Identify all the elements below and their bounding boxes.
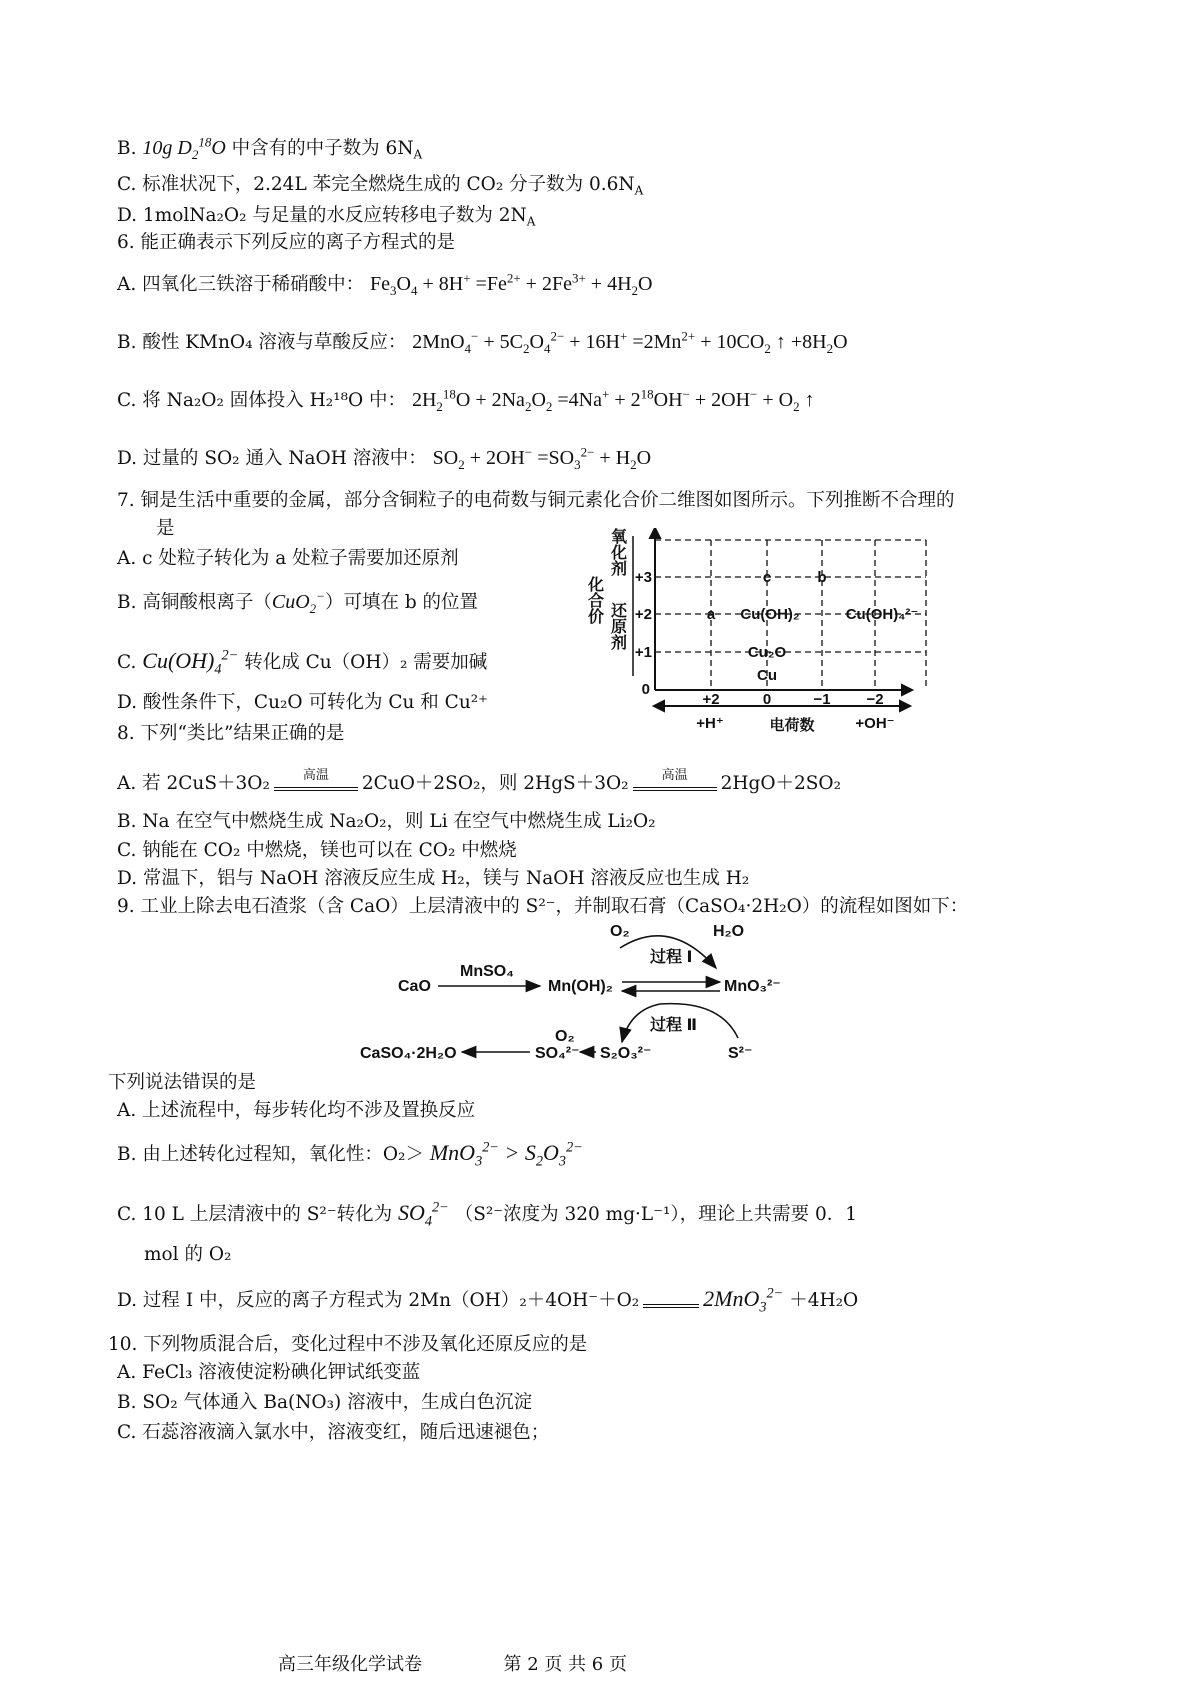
- flow-diagram: [360, 918, 830, 1070]
- x-tick-label: 0: [762, 691, 772, 708]
- flow-cao: CaO: [398, 978, 431, 995]
- option-text: A. 四氧化三铁溶于稀硝酸中：: [117, 274, 365, 295]
- option-text: D. 1molNa₂O₂ 与足量的水反应转移电子数为 2N: [117, 205, 527, 226]
- q7-option-c: [117, 647, 488, 678]
- option-text: 2HgO＋2SO₂: [720, 773, 842, 794]
- x-left-label: +H⁺: [696, 715, 724, 732]
- option-text: 中含有的中子数为 6N: [231, 138, 414, 159]
- option-text: C. 将 Na₂O₂ 固体投入 H₂¹⁸O 中：: [117, 390, 407, 411]
- q6-option-a: [117, 272, 652, 296]
- point-cu: Cu: [757, 667, 777, 684]
- charge-arrow-left: [654, 701, 664, 711]
- option-text: C. 10 L 上层清液中的 S²⁻转化为: [117, 1204, 393, 1225]
- condition-label: 高温: [302, 768, 329, 783]
- q9-stem: 9. 工业上除去电石渣浆（含 CaO）上层清液中的 S²⁻，并制取石膏（CaSO₄·2H₂O）的流程如图如下：: [117, 896, 969, 917]
- x-tick-label: −1: [813, 691, 831, 708]
- q7-option-a: A. c 处粒子转化为 a 处粒子需要加还原剂: [117, 548, 459, 569]
- option-label: B.: [117, 138, 137, 159]
- oxidant-label: 氧化剂: [608, 528, 626, 576]
- charge-arrow-right: [900, 701, 910, 711]
- q8-option-c: C. 钠能在 CO₂ 中燃烧，镁也可以在 CO₂ 中燃烧: [117, 840, 517, 861]
- y-tick-label: +3: [634, 569, 652, 586]
- formula-mno3-s2o3: $MnO_3^{2-} > S_2O_3^{2-}$: [429, 1139, 583, 1170]
- point-a: a: [706, 606, 716, 623]
- condition-high-temp: [272, 768, 360, 796]
- q10-stem: 10. 下列物质混合后，变化过程中不涉及氧化还原反应的是: [108, 1334, 588, 1355]
- q8-stem: 8. 下列“类比”结果正确的是: [117, 723, 345, 744]
- option-text: （S²⁻浓度为 320 mg·L⁻¹），理论上共需要 0．1: [454, 1204, 858, 1225]
- point-cuoh2: Cu(OH)₂: [740, 606, 800, 623]
- option-text: ＋4H₂O: [789, 1290, 859, 1311]
- y-axis-title: 化合价: [585, 576, 603, 624]
- q10-option-b: B. SO₂ 气体通入 Ba(NO₃) 溶液中，生成白色沉淀: [117, 1392, 533, 1413]
- point-cuoh4: Cu(OH)₄²⁻: [845, 606, 919, 623]
- q7-stem-line1: 7. 铜是生活中重要的金属，部分含铜粒子的电荷数与铜元素化合价二维图如图所示。下列推断不合理的: [117, 490, 955, 511]
- q9-option-c: [117, 1199, 858, 1230]
- q9-option-b: [117, 1139, 583, 1170]
- q7-option-d: D. 酸性条件下，Cu₂O 可转化为 Cu 和 Cu²⁺: [117, 692, 488, 713]
- equation-d: $SO_2 + 2OH^- =SO_3^{2-} + H_2O$: [432, 444, 652, 472]
- x-right-label: +OH⁻: [855, 715, 895, 732]
- footer-title: 高三年级化学试卷: [278, 1654, 422, 1675]
- flow-so4: SO₄²⁻: [535, 1045, 580, 1062]
- flow-mnoh2: Mn(OH)₂: [548, 978, 613, 995]
- point-cu2o: Cu₂O: [747, 644, 787, 661]
- point-c: c: [762, 569, 772, 586]
- option-text: D. 过程 Ⅰ 中，反应的离子方程式为 2Mn（OH）₂＋4OH⁻＋O₂: [117, 1290, 640, 1311]
- x-axis-arrow: [902, 685, 912, 695]
- q5-option-c: C. 标准状况下，2.24L 苯完全燃烧生成的 CO₂ 分子数为 $0.6N_A$: [117, 174, 644, 198]
- flow-mnso4: MnSO₄: [460, 963, 514, 980]
- flow-o2-top: O₂: [610, 923, 630, 940]
- option-text: A. 若 2CuS＋3O₂: [117, 773, 270, 794]
- reductant-label: 还原剂: [608, 602, 626, 650]
- page-footer: [278, 1650, 627, 1676]
- x-tick-label: −2: [866, 691, 884, 708]
- q7-option-b: [117, 590, 478, 614]
- y-tick-label: +2: [634, 606, 652, 623]
- formula-text: 10g D: [142, 137, 192, 159]
- formula-2mno3: 2MnO$_3^{2-}$: [703, 1285, 784, 1316]
- equation-b: $2MnO_4^- + 5C_2O_4^{2-} + 16H^+ =2Mn^{2+} + 10CO_2$ ↑ $+8H_2O$: [412, 328, 848, 356]
- y-tick-label: +1: [634, 644, 652, 661]
- q10-option-a: A. FeCl₃ 溶液使淀粉碘化钾试纸变蓝: [117, 1362, 421, 1383]
- q9-option-a: A. 上述流程中，每步转化均不涉及置换反应: [117, 1100, 476, 1121]
- q7-stem-line2: 是: [156, 518, 175, 539]
- flow-process2: 过程 Ⅱ: [650, 1017, 697, 1034]
- option-text: B. 由上述转化过程知，氧化性：O₂＞: [117, 1144, 424, 1165]
- option-text: C. 标准状况下，2.24L 苯完全燃烧生成的 CO₂ 分子数为 0.6N: [117, 174, 635, 195]
- q6-option-d: [117, 446, 651, 470]
- condition-high-temp: [631, 768, 719, 796]
- option-text: 转化成 Cu（OH）₂ 需要加碱: [244, 652, 488, 673]
- x-axis-title: 电荷数: [769, 717, 815, 734]
- flow-o2-bottom: O₂: [555, 1028, 575, 1045]
- condition-label: 高温: [661, 768, 688, 783]
- option-text: D. 过量的 SO₂ 通入 NaOH 溶液中：: [117, 448, 427, 469]
- flow-mno3: MnO₃²⁻: [724, 978, 781, 995]
- option-text: B. 酸性 KMnO₄ 溶液与草酸反应：: [117, 332, 407, 353]
- option-text: B. 高铜酸根离子（: [117, 592, 272, 613]
- q5-option-b: B. 10g $D_2^{18}O$ 中含有的中子数为 $6N_A$: [117, 134, 423, 162]
- equation-a: $Fe_3O_4 + 8H^+ =Fe^{2+} + 2Fe^{3+} + 4H_2O$: [370, 270, 653, 298]
- q8-option-a: [117, 768, 842, 796]
- footer-page-number: 第 2 页 共 6 页: [503, 1654, 627, 1675]
- y-axis-arrow: [650, 528, 660, 538]
- x-tick-label: +2: [702, 691, 720, 708]
- point-b: b: [817, 569, 827, 586]
- flow-h2o: H₂O: [713, 923, 745, 940]
- q9-sub-stem: 下列说法错误的是: [108, 1072, 257, 1093]
- formula-cuoh4: $Cu(OH)_4^{2-}$: [142, 647, 239, 678]
- q6-stem: 6. 能正确表示下列反应的离子方程式的是: [117, 232, 456, 253]
- q8-option-b: B. Na 在空气中燃烧生成 Na₂O₂，则 Li 在空气中燃烧生成 Li₂O₂: [117, 811, 656, 832]
- equation-c: $2H_2^{18}O + 2Na_2O_2 =4Na^+ + 2^{18}OH^- + 2OH^- + O_2$ ↑: [411, 386, 815, 414]
- q9-option-c-line2: mol 的 O₂: [144, 1244, 232, 1265]
- q10-option-c: C. 石蕊溶液滴入氯水中，溶液变红，随后迅速褪色；: [117, 1422, 550, 1443]
- formula-so4: $SO_4^{2-}$: [397, 1199, 449, 1230]
- valence-charge-diagram: [580, 528, 1020, 738]
- formula-cuo2: CuO$_2$−: [271, 588, 325, 616]
- formula-d2o18: 10g $D_2^{18}O$: [142, 134, 226, 162]
- q6-option-b: [117, 330, 848, 354]
- q9-option-d: [117, 1285, 859, 1316]
- flow-caso4: CaSO₄·2H₂O: [360, 1045, 457, 1062]
- option-label: C.: [117, 652, 137, 673]
- q8-option-d: D. 常温下，铝与 NaOH 溶液反应生成 H₂，镁与 NaOH 溶液反应也生成 H₂: [117, 868, 750, 889]
- y-tick-label: 0: [641, 681, 650, 698]
- equals-double-line: [641, 1289, 701, 1313]
- flow-s2: S²⁻: [728, 1045, 753, 1062]
- flow-process1: 过程 Ⅰ: [650, 949, 693, 966]
- option-text: ）可填在 b 的位置: [324, 592, 479, 613]
- option-text: 2CuO＋2SO₂，则 2HgS＋3O₂: [361, 773, 629, 794]
- q6-option-c: [117, 388, 815, 412]
- flow-s2o3: S₂O₃²⁻: [600, 1045, 652, 1062]
- q5-option-d: D. 1molNa₂O₂ 与足量的水反应转移电子数为 $2N_A$: [117, 205, 536, 229]
